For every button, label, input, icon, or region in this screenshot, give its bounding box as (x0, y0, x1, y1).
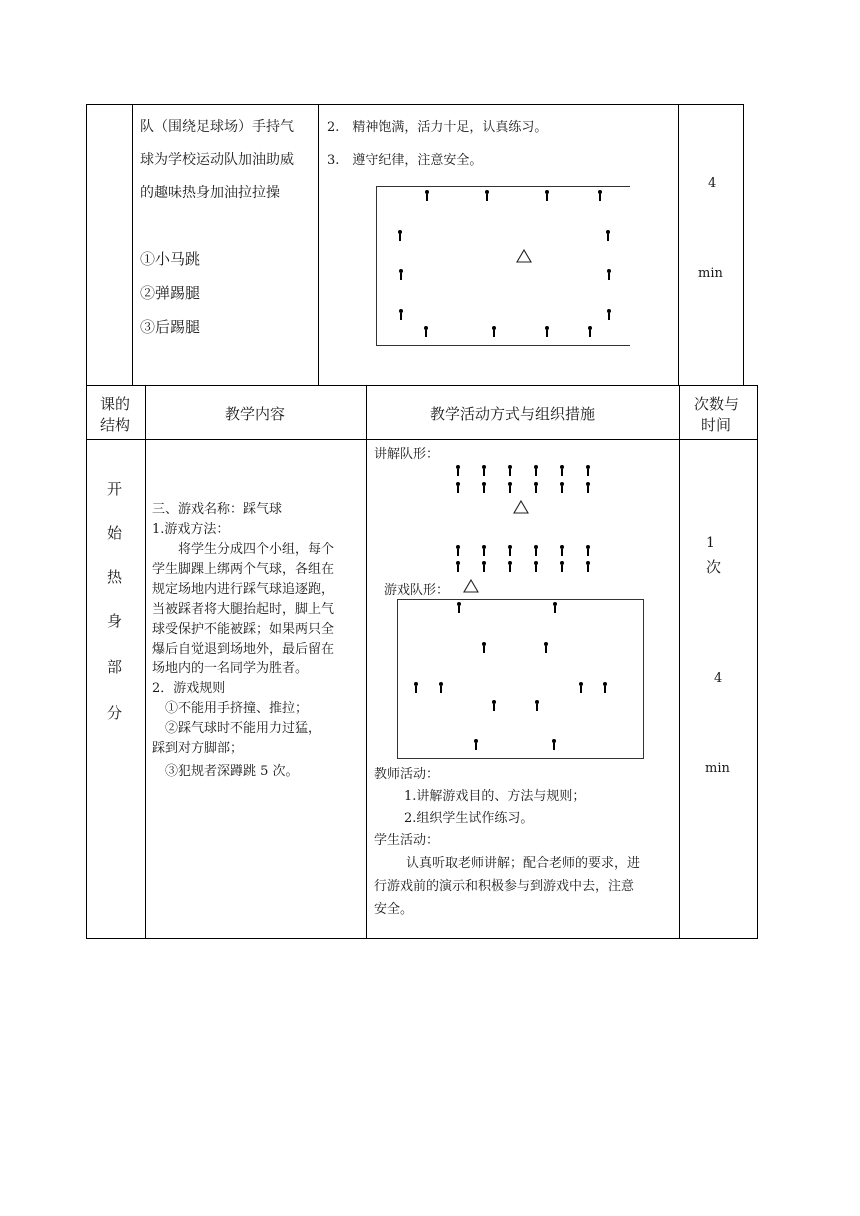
content-line: 球受保护不能被踩；如果两只全 (152, 622, 335, 637)
student-figure-icon (586, 545, 589, 556)
student-figure-icon (414, 682, 417, 693)
header-structure: 课的 (100, 395, 131, 413)
section-name-char: 开 (107, 480, 123, 498)
student-figure-icon (560, 545, 563, 556)
student-figure-icon (553, 602, 556, 613)
section-count-value: 1 (706, 535, 715, 551)
student-figure-icon (482, 465, 485, 476)
main-table-divider-2 (366, 385, 367, 939)
top-time-unit: min (698, 266, 723, 281)
student-figure-icon (535, 700, 538, 711)
teacher-triangle-icon (513, 500, 529, 514)
student-activity-line: 认真听取老师讲解；配合老师的要求，进 (406, 856, 641, 871)
teacher-activity-item: 1.讲解游戏目的、方法与规则； (404, 789, 586, 804)
student-figure-icon (560, 465, 563, 476)
top-table-divider-3 (678, 104, 679, 386)
section-name-char: 始 (107, 524, 123, 542)
section-name-char: 身 (107, 612, 123, 630)
student-figure-icon (508, 545, 511, 556)
student-figure-icon (508, 561, 511, 572)
top-item: ②弹踢腿 (140, 284, 201, 302)
student-figure-icon (588, 326, 591, 337)
student-figure-icon (534, 482, 537, 493)
content-line: 三、游戏名称：踩气球 (152, 502, 283, 517)
student-figure-icon (560, 561, 563, 572)
requirement-line: 2. 精神饱满，活力十足，认真练习。 (327, 120, 548, 135)
student-figure-icon (586, 465, 589, 476)
game-formation-label: 游戏队形： (384, 583, 450, 598)
main-table-border-left (86, 385, 87, 939)
main-table-border-top (86, 385, 758, 386)
student-figure-icon (439, 682, 442, 693)
section-name-char: 热 (107, 568, 123, 586)
main-table-border-bottom (86, 938, 758, 939)
teacher-activity-item: 2.组织学生试作练习。 (404, 811, 534, 826)
top-table-border-top (86, 104, 744, 105)
student-figure-icon (482, 482, 485, 493)
student-figure-icon (424, 326, 427, 337)
header-content: 教学内容 (225, 405, 286, 423)
student-figure-icon (586, 561, 589, 572)
content-line: 将学生分成四个小组，每个 (152, 542, 335, 557)
student-figure-icon (457, 602, 460, 613)
content-line: 踩到对方脚部； (152, 741, 244, 756)
student-figure-icon (534, 545, 537, 556)
header-methods: 教学活动方式与组织措施 (430, 405, 596, 423)
requirement-line: 3. 遵守纪律，注意安全。 (327, 153, 483, 168)
student-figure-icon (456, 545, 459, 556)
content-line: 2．游戏规则 (152, 681, 226, 696)
student-figure-icon (399, 269, 402, 280)
student-figure-icon (545, 190, 548, 201)
student-figure-icon (534, 465, 537, 476)
student-figure-icon (399, 309, 402, 320)
top-table-border-left (86, 104, 87, 386)
top-table-border-right (743, 104, 744, 386)
student-figure-icon (607, 309, 610, 320)
student-figure-icon (508, 465, 511, 476)
top-table-divider-2 (318, 104, 319, 386)
teacher-triangle-icon (516, 249, 532, 263)
content-line: 场地内的一名同学为胜者。 (152, 661, 309, 676)
header-time: 次数与 (694, 395, 740, 413)
content-line: 当被踩者将大腿抬起时，脚上气 (152, 602, 335, 617)
student-figure-icon (398, 230, 401, 241)
student-figure-icon (586, 482, 589, 493)
section-time-unit: min (705, 761, 730, 776)
section-time-value: 4 (714, 671, 723, 686)
content-line: ③犯规者深蹲跳 5 次。 (152, 764, 299, 779)
explain-formation-label: 讲解队形： (374, 447, 440, 462)
top-item: ③后踢腿 (140, 318, 201, 336)
student-figure-icon (560, 482, 563, 493)
student-activity-label: 学生活动： (374, 833, 440, 848)
student-figure-icon (482, 545, 485, 556)
top-content-line: 队（围绕足球场）手持气 (140, 119, 294, 135)
section-name-char: 分 (107, 704, 123, 722)
student-figure-icon (425, 190, 428, 201)
student-figure-icon (482, 561, 485, 572)
top-table-divider-1 (132, 104, 133, 386)
top-time-value: 4 (708, 176, 717, 191)
student-figure-icon (552, 739, 555, 750)
teacher-activity-label: 教师活动： (374, 767, 440, 782)
main-table-border-right (757, 385, 758, 939)
student-figure-icon (603, 682, 606, 693)
student-figure-icon (508, 482, 511, 493)
content-line: 1.游戏方法： (152, 522, 230, 537)
teacher-triangle-icon (463, 579, 479, 593)
top-content-line: 的趣味热身加油拉拉操 (140, 185, 280, 201)
header-time: 时间 (701, 416, 732, 434)
top-content-line: 球为学校运动队加油助威 (140, 152, 294, 168)
game-field-diagram (397, 599, 644, 759)
student-activity-line: 安全。 (374, 902, 414, 917)
main-table-header-bottom (86, 439, 758, 440)
section-name-char: 部 (107, 658, 123, 676)
main-table-divider-1 (145, 385, 146, 939)
student-figure-icon (606, 230, 609, 241)
top-item: ①小马跳 (140, 250, 201, 268)
student-figure-icon (492, 326, 495, 337)
section-count-unit: 次 (706, 558, 722, 576)
student-activity-line: 行游戏前的演示和积极参与到游戏中去，注意 (374, 879, 635, 894)
student-figure-icon (579, 682, 582, 693)
student-figure-icon (545, 326, 548, 337)
student-figure-icon (485, 190, 488, 201)
student-figure-icon (456, 465, 459, 476)
student-figure-icon (456, 482, 459, 493)
student-figure-icon (598, 190, 601, 201)
content-line: ②踩气球时不能用力过猛， (152, 721, 322, 736)
content-line: 爆后自觉退到场地外，最后留在 (152, 642, 335, 657)
content-line: ①不能用手挤撞、推拉； (152, 701, 309, 716)
content-line: 规定场地内进行踩气球追逐跑， (152, 582, 335, 597)
student-figure-icon (474, 739, 477, 750)
student-figure-icon (607, 269, 610, 280)
student-figure-icon (492, 700, 495, 711)
student-figure-icon (456, 561, 459, 572)
content-line: 学生脚踝上绑两个气球，各组在 (152, 562, 335, 577)
student-figure-icon (544, 642, 547, 653)
header-structure: 结构 (100, 416, 131, 434)
student-figure-icon (534, 561, 537, 572)
main-table-divider-3 (679, 385, 680, 939)
student-figure-icon (482, 642, 485, 653)
